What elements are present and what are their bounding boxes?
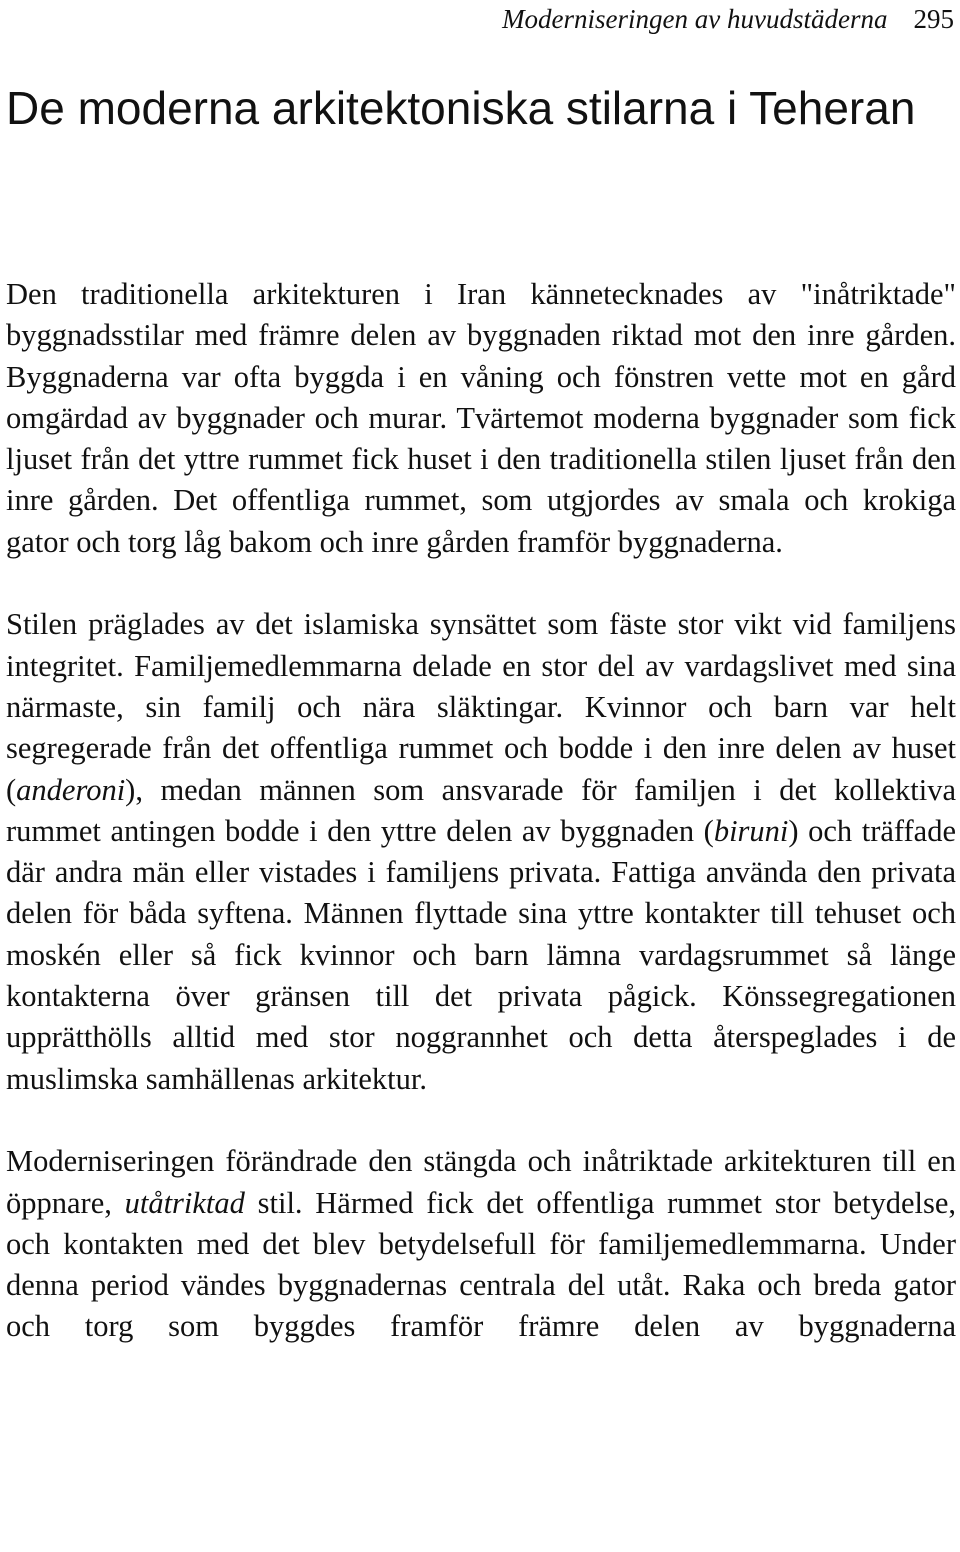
running-header [502, 2, 954, 36]
term-utatriktad: utåtriktad [124, 1185, 245, 1220]
term-biruni: biruni [713, 813, 789, 848]
paragraph-2 [6, 604, 956, 1100]
paragraph-2-text-c: ) och träffade där andra män eller vistades i familjens privata. Fattiga använda den privata delen för båda syftena. Männen flyttade sina yttre kontakter till tehuset och moskén eller så fick kvinnor och barn lämna vardagsrummet så länge kontakterna över gränsen till det privata pågick. Könssegregationen upprätthölls alltid med stor noggrannhet och detta återspeglades i de muslimska samhällenas arkitektur. [6, 813, 956, 1096]
page-number: 295 [913, 4, 954, 34]
paragraph-2-text-b: ), medan männen som ansvarade för familjen i det kollektiva rummet antingen bodde i den yttre delen av byggnaden ( [6, 772, 956, 848]
paragraph-3-text-a: Moderniseringen förändrade den stängda och inåtriktade arkitekturen till en öppnare, [6, 1144, 956, 1220]
running-title: Moderniseringen av huvudstäderna [502, 4, 888, 34]
paragraph-3 [6, 1141, 956, 1347]
paragraph-1: Den traditionella arkitekturen i Iran kännetecknades av "inåtriktade" byggnadsstilar med främre delen av byggnaden riktad mot den inre gården. Byggnaderna var ofta byggda i en våning och fönstren vette mot en gård omgärdad av byggnader och murar. Tvärtemot moderna byggnader som fick ljuset från det yttre rummet fick huset i den traditionella stilen ljuset från den inre gården. Det offentliga rummet, som utgjordes av smala och krokiga gator och torg låg bakom och inre gården framför byggnaderna. [6, 277, 956, 559]
section-heading: De moderna arkitektoniska stilarna i Teheran [6, 82, 916, 134]
body-text [6, 274, 956, 1348]
term-anderoni: anderoni [16, 772, 126, 807]
paragraph-3-text-b: stil. Härmed fick det offentliga rummet stor betydelse, och kontakten med det blev betydelsefull för familjemedlemmarna. Under denna period vändes byggnadernas centrala del utåt. Raka och breda gator och torg som byggdes framför främre delen av byggnaderna [6, 1185, 956, 1344]
paragraph-2-text-a: Stilen präglades av det islamiska synsättet som fäste stor vikt vid familjens integritet. Familjemedlemmarna delade en stor del av vardagslivet med sina närmaste, sin familj och nära släktingar. Kvinnor och barn var helt segregerade från det offentliga rummet och bodde i den inre delen av huset ( [6, 607, 956, 807]
